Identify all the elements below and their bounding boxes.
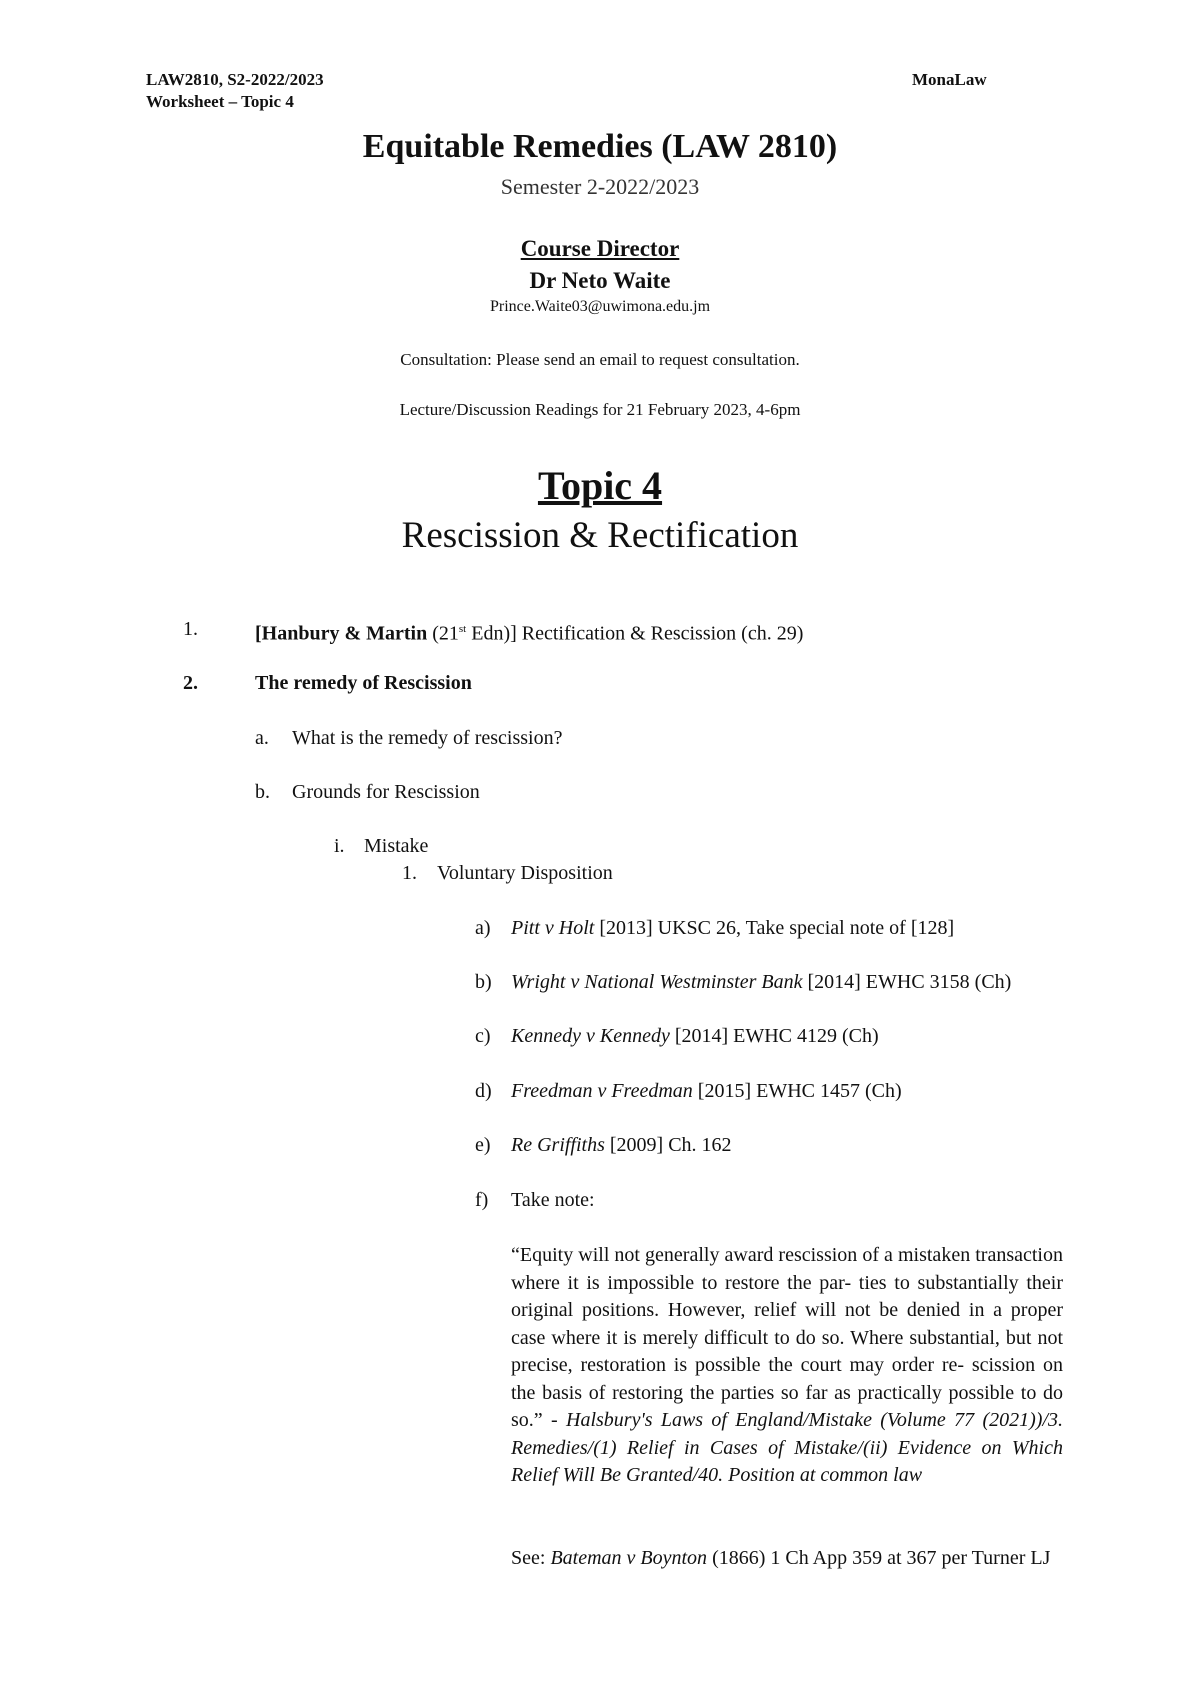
consultation-note: Consultation: Please send an email to request consultation. xyxy=(400,350,800,369)
page-title: Equitable Remedies (LAW 2810) xyxy=(362,128,838,165)
case-b xyxy=(511,970,1011,994)
item-1-number: 1. xyxy=(183,618,198,640)
item-1-mid: (21 xyxy=(427,622,459,645)
case-a-name: Pitt v Holt xyxy=(511,917,595,939)
quote-source: - Halsbury's Laws of England/Mistake (Volume 77 (2021))/3. Remedies/(1) Relief in Cases of Mistake/(ii) Evidence on Which Relief Will Be Granted/40. Position at common law xyxy=(511,1409,1064,1486)
item-1-rest: Edn)] Rectification & Rescission (ch. 29) xyxy=(466,622,804,645)
case-d-label: d) xyxy=(475,1080,492,1102)
item-b-text: Grounds for Rescission xyxy=(292,781,480,803)
case-a-label: a) xyxy=(475,917,491,939)
item-i-text: Mistake xyxy=(364,835,429,857)
case-b-name: Wright v National Westminster Bank xyxy=(511,971,803,993)
header-left xyxy=(146,69,324,113)
case-c-name: Kennedy v Kennedy xyxy=(511,1025,670,1047)
item-2-number: 2. xyxy=(183,672,198,694)
case-d xyxy=(511,1079,902,1103)
case-b-label: b) xyxy=(475,971,492,993)
case-c-label: c) xyxy=(475,1025,491,1047)
case-e-citation: [2009] Ch. 162 xyxy=(604,1134,732,1156)
topic-subtitle: Rescission & Rectification xyxy=(401,515,799,556)
halsbury-quote xyxy=(511,1242,1063,1490)
see-case-name: Bateman v Boynton xyxy=(550,1547,708,1569)
item-1-sub-label: 1. xyxy=(402,862,417,884)
item-1-sup: st xyxy=(458,623,467,635)
take-note: Take note: xyxy=(511,1189,595,1211)
see-reference xyxy=(511,1545,1063,1572)
item-1-sub-text: Voluntary Disposition xyxy=(437,862,613,884)
case-e xyxy=(511,1133,732,1157)
director-name: Dr Neto Waite xyxy=(529,268,671,293)
item-a-label: a. xyxy=(255,727,269,749)
course-director-heading: Course Director xyxy=(520,236,680,261)
see-prefix: See: xyxy=(511,1547,551,1569)
item-1-bold: [Hanbury & Martin xyxy=(255,622,428,645)
item-1-text xyxy=(255,617,803,646)
case-c xyxy=(511,1024,879,1048)
case-e-name: Re Griffiths xyxy=(511,1134,605,1156)
lecture-info: Lecture/Discussion Readings for 21 February 2023, 4-6pm xyxy=(399,400,801,419)
case-b-citation: [2014] EWHC 3158 (Ch) xyxy=(802,971,1012,993)
semester: Semester 2-2022/2023 xyxy=(500,174,700,199)
header-right: MonaLaw xyxy=(912,70,987,89)
item-i-label: i. xyxy=(334,835,345,857)
case-f-label: f) xyxy=(475,1189,489,1211)
case-d-name: Freedman v Freedman xyxy=(511,1080,693,1102)
quote-text: “Equity will not generally award rescission of a mistaken transaction where it is impossible to restore the par- ties to substantially their original positions. However, relief will not be denied in a proper case where it is merely difficult to do so. Where substantial, but not precise, restoration is possible the court may order re- scission on the basis of restoring the parties so far as practically possible to do so.” xyxy=(511,1244,1063,1431)
director-email: Prince.Waite03@uwimona.edu.jm xyxy=(489,298,711,315)
worksheet-label: Worksheet – Topic 4 xyxy=(146,92,294,111)
item-2-heading: The remedy of Rescission xyxy=(255,672,472,694)
case-e-label: e) xyxy=(475,1134,491,1156)
case-a xyxy=(511,916,954,940)
topic-heading: Topic 4 xyxy=(537,463,663,508)
course-code: LAW2810, S2-2022/2023 xyxy=(146,70,324,89)
case-a-citation: [2013] UKSC 26, Take special note of [128] xyxy=(594,917,955,939)
item-a-text: What is the remedy of rescission? xyxy=(292,727,563,749)
case-c-citation: [2014] EWHC 4129 (Ch) xyxy=(669,1025,879,1047)
item-b-label: b. xyxy=(255,781,270,803)
case-d-citation: [2015] EWHC 1457 (Ch) xyxy=(692,1080,902,1102)
see-citation: (1866) 1 Ch App 359 at 367 per Turner LJ xyxy=(707,1547,1051,1569)
